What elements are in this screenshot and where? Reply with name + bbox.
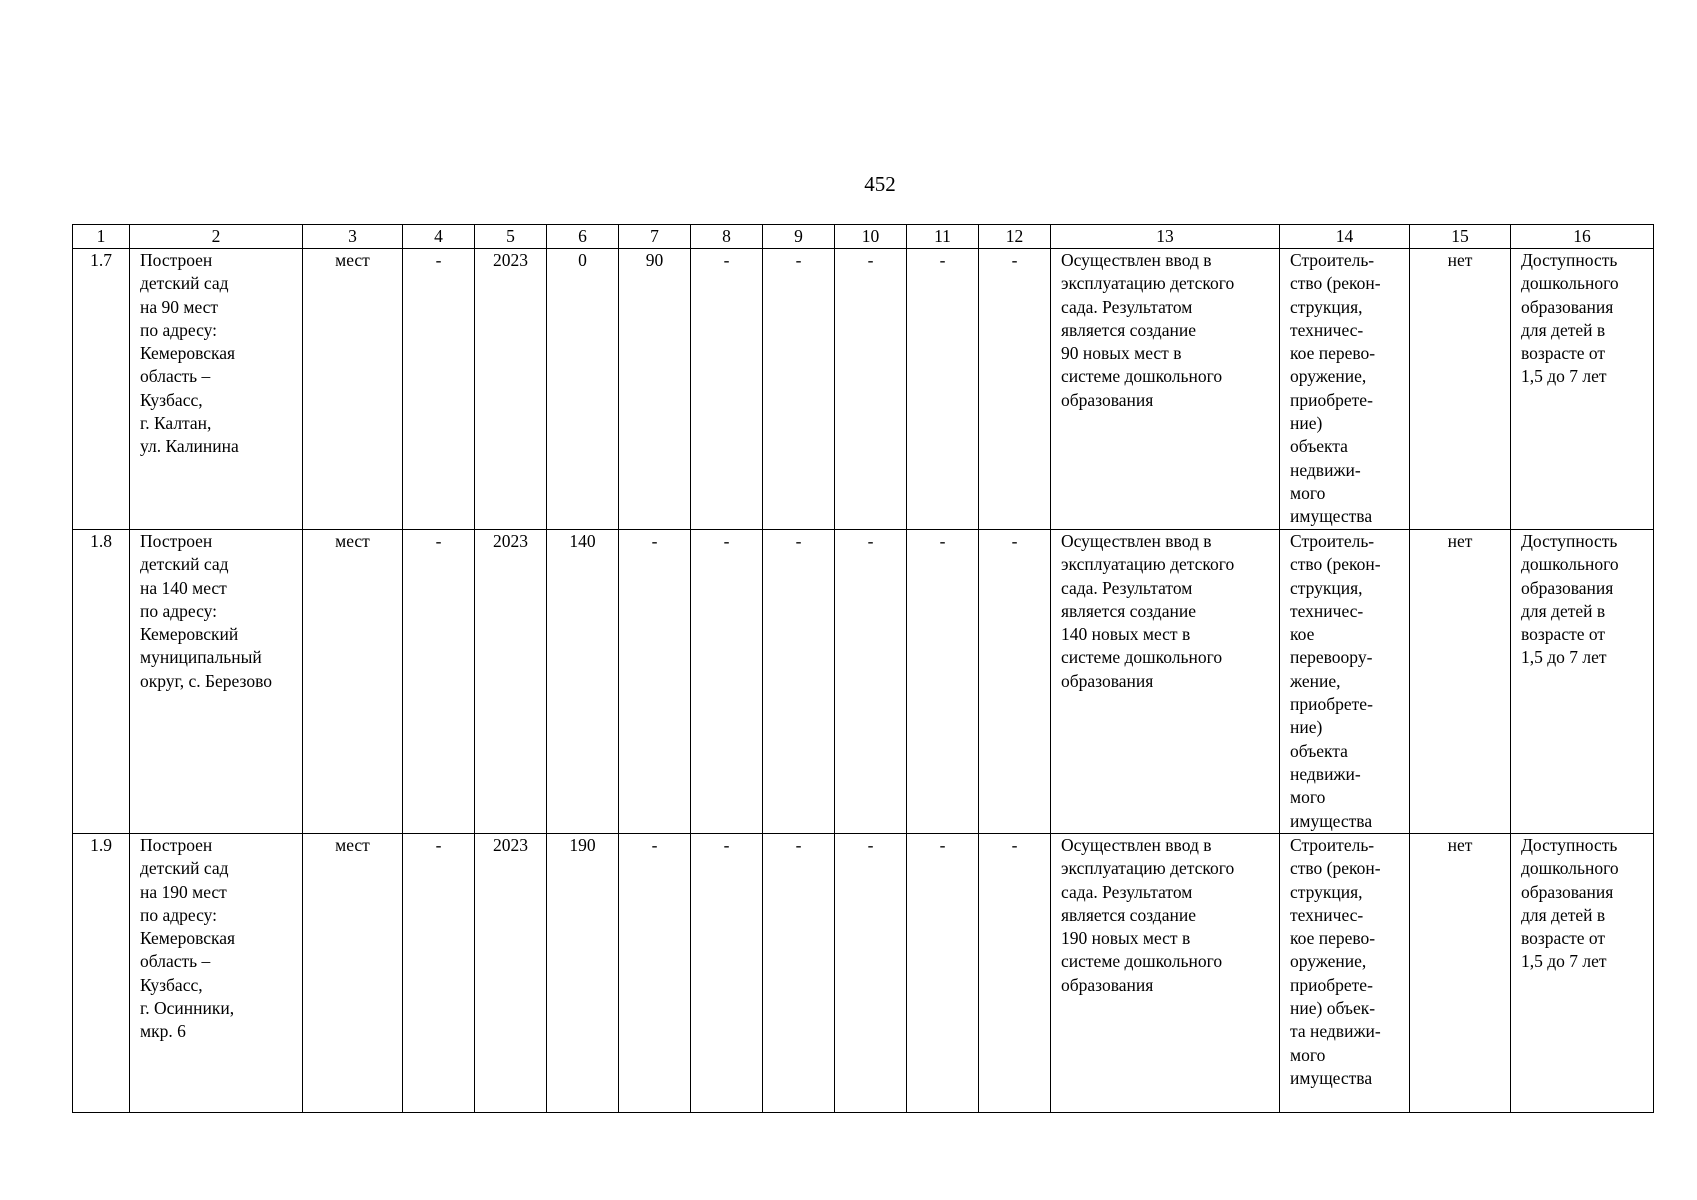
result-name-cell [130,530,303,834]
col9-value: - [795,531,802,551]
result-name: Построен детский сад на 190 мест по адресу: Кемеровская область – Кузбасс, г. Осинники, мкр. 6 [140,835,236,1042]
column-number-15: 15 [1410,225,1511,249]
col7-cell [619,530,691,834]
column-number-10: 10 [835,225,907,249]
indicator-cell [1511,834,1654,1113]
indicator: Доступность дошкольного образования для детей в возрасте от 1,5 до 7 лет [1521,250,1619,387]
col6-value: 0 [578,250,587,270]
column-number-6: 6 [547,225,619,249]
col12-cell [979,530,1051,834]
result-type: Строитель- ство (рекон- струкция, техничес- кое перевоору- жение, приобрете- ние) объекта недвижи- мого имущества [1290,531,1381,831]
result-name-cell [130,249,303,530]
col12-cell [979,834,1051,1113]
flag-value: нет [1447,250,1473,270]
row-number-cell [73,834,130,1113]
col9-cell [763,530,835,834]
column-number-14: 14 [1280,225,1410,249]
col10-value: - [867,531,874,551]
col7-value: 90 [645,250,664,270]
col12-value: - [1011,835,1018,855]
type-cell [1280,834,1410,1113]
unit: мест [335,531,370,551]
row-number-cell [73,530,130,834]
col9-value: - [795,250,802,270]
col7-cell [619,834,691,1113]
year: 2023 [493,835,528,855]
table-row [73,530,1654,834]
result-type: Строитель- ство (рекон- струкция, техничес- кое перево- оружение, приобрете- ние) объек- та недвижи- мого имущества [1290,835,1381,1088]
col6-cell [547,530,619,834]
result-name-cell [130,834,303,1113]
description-cell [1051,834,1280,1113]
type-cell [1280,249,1410,530]
result-name: Построен детский сад на 90 мест по адресу: Кемеровская область – Кузбасс, г. Калтан, ул. Калинина [140,250,239,457]
col10-cell [835,834,907,1113]
col11-value: - [939,835,946,855]
column-number-5: 5 [475,225,547,249]
col10-cell [835,530,907,834]
indicator: Доступность дошкольного образования для детей в возрасте от 1,5 до 7 лет [1521,531,1619,668]
unit-cell [303,834,403,1113]
col11-cell [907,249,979,530]
result-type: Строитель- ство (рекон- струкция, техничес- кое перево- оружение, приобрете- ние) объекта недвижи- мого имущества [1290,250,1381,527]
col10-cell [835,249,907,530]
col9-cell [763,834,835,1113]
col6-cell [547,249,619,530]
col4-value: - [435,531,442,551]
column-number-9: 9 [763,225,835,249]
flag-value: нет [1447,835,1473,855]
row-number: 1.7 [90,250,112,270]
result-name: Построен детский сад на 140 мест по адресу: Кемеровский муниципальный округ, с. Березово [140,531,272,691]
col6-cell [547,834,619,1113]
row-number-cell [73,249,130,530]
type-cell [1280,530,1410,834]
row-number: 1.9 [90,835,112,855]
year: 2023 [493,531,528,551]
col12-value: - [1011,531,1018,551]
col6-value: 140 [569,531,596,551]
column-number-13: 13 [1051,225,1280,249]
col8-value: - [723,250,730,270]
unit-cell [303,530,403,834]
indicator-cell [1511,249,1654,530]
column-number-2: 2 [130,225,303,249]
col9-value: - [795,835,802,855]
column-number-4: 4 [403,225,475,249]
document-table [72,224,1654,1113]
col7-cell [619,249,691,530]
indicator-cell [1511,530,1654,834]
column-number-3: 3 [303,225,403,249]
col4-cell [403,249,475,530]
col7-value: - [651,531,658,551]
col12-value: - [1011,250,1018,270]
col10-value: - [867,250,874,270]
column-number-7: 7 [619,225,691,249]
row-number: 1.8 [90,531,112,551]
col4-cell [403,834,475,1113]
col11-value: - [939,250,946,270]
description: Осуществлен ввод в эксплуатацию детского сада. Результатом является создание 90 новых мест в системе дошкольного образования [1061,250,1235,410]
description: Осуществлен ввод в эксплуатацию детского сада. Результатом является создание 190 новых мест в системе дошкольного образования [1061,835,1235,995]
flag-cell [1410,530,1511,834]
table-row [73,249,1654,530]
col4-value: - [435,835,442,855]
col9-cell [763,249,835,530]
col8-cell [691,834,763,1113]
description-cell [1051,530,1280,834]
col11-cell [907,530,979,834]
col8-cell [691,249,763,530]
col10-value: - [867,835,874,855]
unit: мест [335,835,370,855]
year-cell [475,834,547,1113]
year-cell [475,530,547,834]
unit: мест [335,250,370,270]
col8-cell [691,530,763,834]
unit-cell [303,249,403,530]
column-number-16: 16 [1511,225,1654,249]
column-number-8: 8 [691,225,763,249]
column-number-11: 11 [907,225,979,249]
flag-cell [1410,249,1511,530]
col11-value: - [939,531,946,551]
indicator: Доступность дошкольного образования для детей в возрасте от 1,5 до 7 лет [1521,835,1619,972]
description-cell [1051,249,1280,530]
col12-cell [979,249,1051,530]
description: Осуществлен ввод в эксплуатацию детского сада. Результатом является создание 140 новых мест в системе дошкольного образования [1061,531,1235,691]
flag-value: нет [1447,531,1473,551]
col7-value: - [651,835,658,855]
table-row [73,834,1654,1113]
col4-cell [403,530,475,834]
col11-cell [907,834,979,1113]
column-number-1: 1 [73,225,130,249]
flag-cell [1410,834,1511,1113]
page-number: 452 [864,172,896,196]
col4-value: - [435,250,442,270]
table-header-row [73,225,1654,249]
col8-value: - [723,835,730,855]
col6-value: 190 [569,835,596,855]
column-number-12: 12 [979,225,1051,249]
col8-value: - [723,531,730,551]
year-cell [475,249,547,530]
year: 2023 [493,250,528,270]
